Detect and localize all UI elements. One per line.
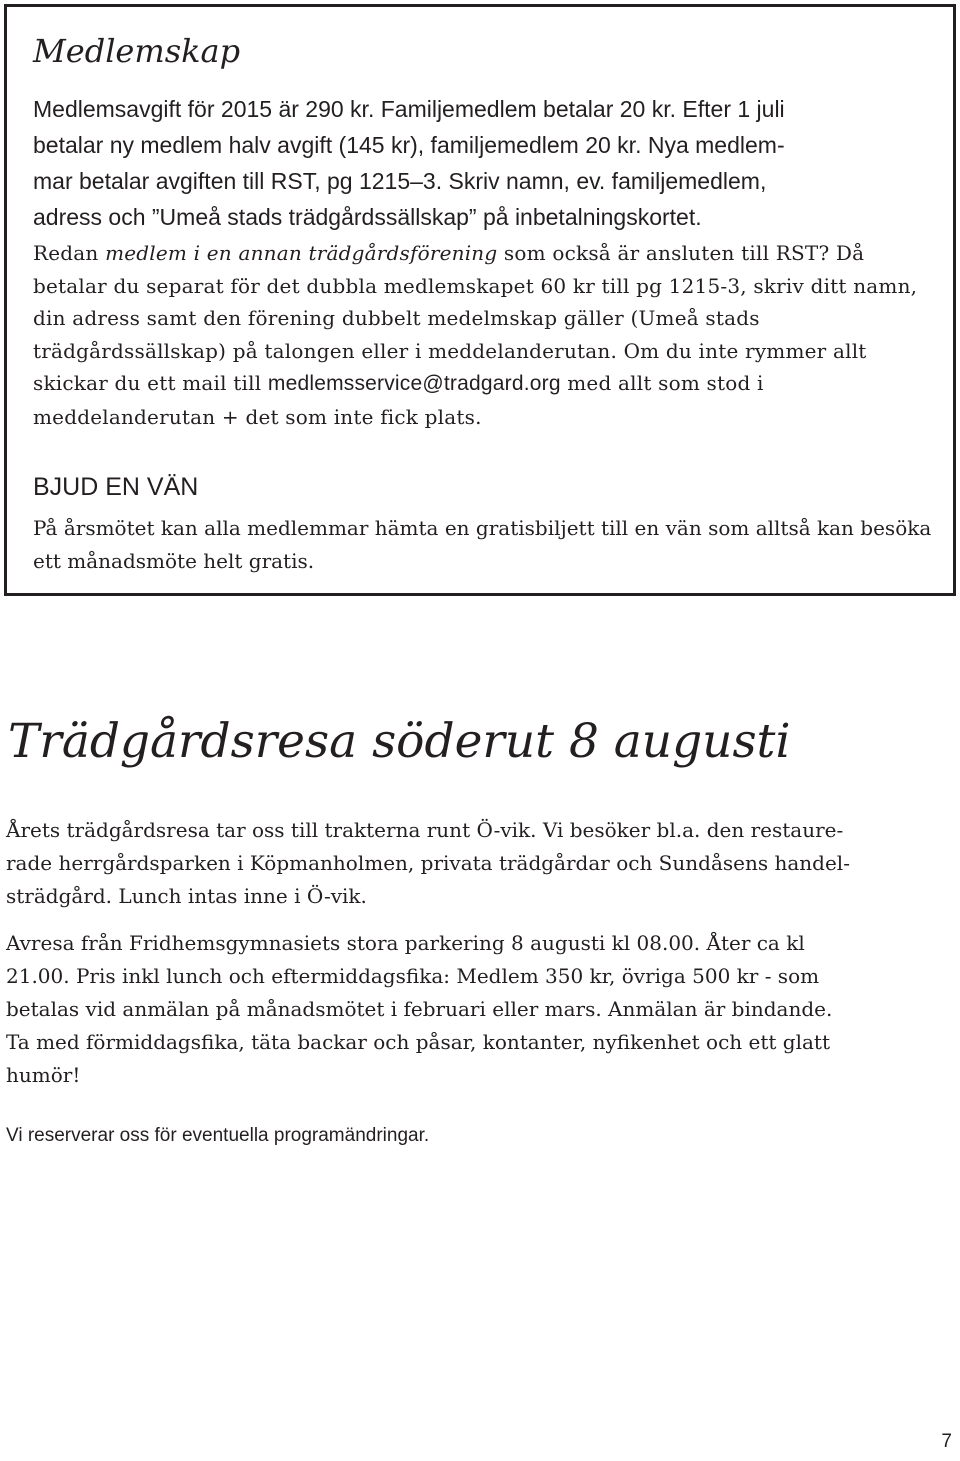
trip-intro-line: rade herrgårdsparken i Köpmanholmen, privata trädgårdar och Sundåsens handel- [6,851,850,875]
other-society-text [33,237,933,433]
fee-line: betalar ny medlem halv avgift (145 kr), familjemedlem 20 kr. Nya medlem- [33,132,785,158]
trip-details-line: betalas vid anmälan på månadsmötet i februari eller mars. Anmälan är bindande. [6,997,833,1021]
trip-details-line: 21.00. Pris inkl lunch och eftermiddagsfika: Medlem 350 kr, övriga 500 kr - som [6,964,820,988]
other-society-question: som också är ansluten till RST? [497,241,830,265]
fee-line: adress och ”Umeå stads trädgårdssällskap” på inbetalningskortet. [33,204,702,230]
other-society-emphasis: medlem i en annan trädgårdsförening [105,241,498,265]
trip-intro-line: Årets trädgårdsresa tar oss till trakterna runt Ö-vik. Vi besöker bl.a. den restaure- [6,818,844,842]
reservation-note: Vi reserverar oss för eventuella programändringar. [6,1125,430,1146]
page-number: 7 [941,1431,952,1452]
membership-title: Medlemskap [33,32,241,70]
trip-intro [6,814,950,913]
fee-line: mar betalar avgiften till RST, pg 1215–3. Skriv namn, ev. familjemedlem, [33,168,767,194]
trip-details-line: humör! [6,1063,81,1087]
invite-heading: BJUD EN VÄN [33,473,199,501]
membership-box [4,4,956,596]
trip-details-line: Ta med förmiddagsfika, täta backar och påsar, kontanter, nyfikenhet och ett glatt [6,1030,830,1054]
trip-details [6,927,950,1092]
other-society-body: Då betalar du separat för det dubbla medlemskapet 60 kr till pg 1215-3, skriv ditt namn, din adress samt den förening dubbelt medelmskap gäller (Umeå stads trädgårdssällskap) på talongen eller i meddelanderutan. Om du inte rymmer allt skickar du ett mail till [33,241,918,395]
trip-title: Trädgårdsresa söderut 8 augusti [8,714,791,769]
email-address: medlemsservice@tradgard.org [267,372,561,395]
invite-text: På årsmötet kan alla medlemmar hämta en gratisbiljett till en vän som alltså kan besöka ett månadsmöte helt gratis. [33,516,932,573]
membership-fee-text [33,91,933,235]
trip-intro-line: strädgård. Lunch intas inne i Ö-vik. [6,884,367,908]
other-society-lead: Redan [33,241,106,265]
trip-details-line: Avresa från Fridhemsgymnasiets stora parkering 8 augusti kl 08.00. Åter ca kl [6,931,805,955]
other-society-tail: med allt som stod i meddelanderutan + det som inte fick plats. [33,371,764,429]
fee-line: Medlemsavgift för 2015 är 290 kr. Familjemedlem betalar 20 kr. Efter 1 juli [33,96,785,122]
